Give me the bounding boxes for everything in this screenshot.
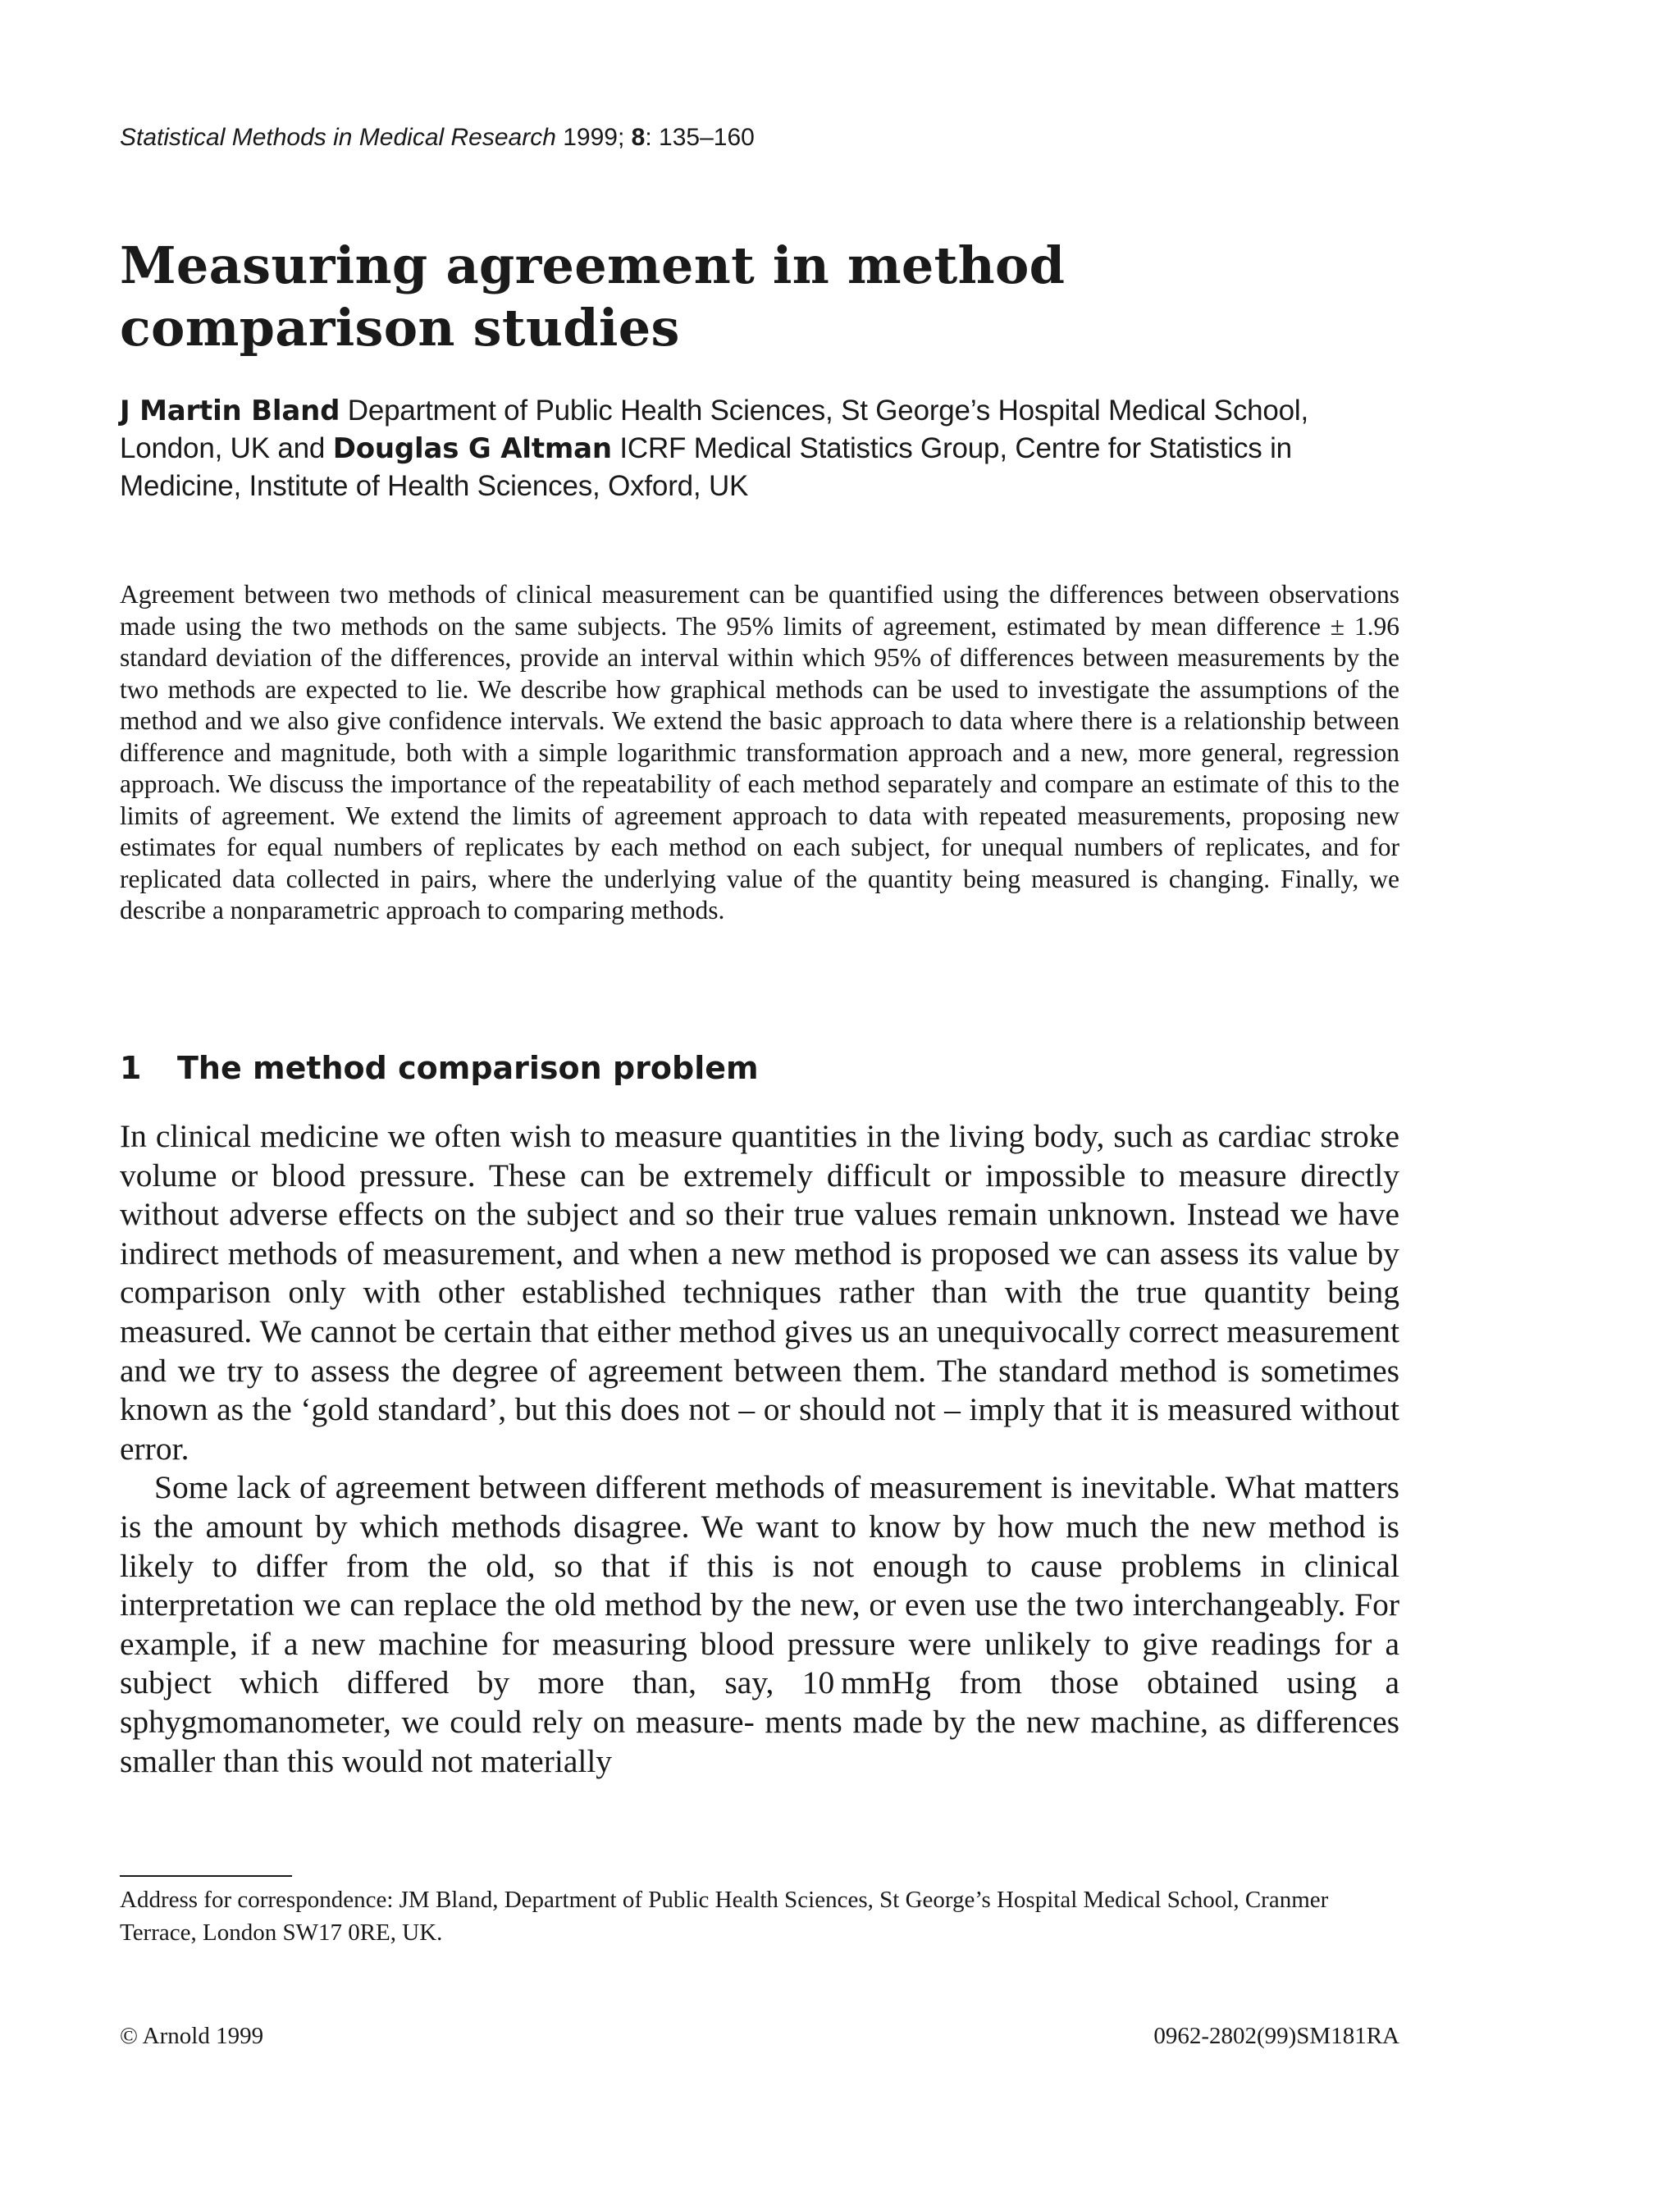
footnote-divider (120, 1875, 292, 1877)
author-2-name: Douglas G Altman (332, 432, 612, 465)
section-number: 1 (120, 1050, 142, 1086)
author-block (120, 392, 1416, 505)
section-title: The method comparison problem (177, 1050, 759, 1086)
section-body (120, 1117, 1399, 1781)
body-paragraph: Some lack of agreement between different methods of measurement is inevitable. What matters is the amount by which methods disagree. We want to know by how much the new method is likely to differ from the old, so that if this is not enough to cause problems in clinical interpretation we can replace the old method by the new, or even use the two interchangeably. For example, if a new machine for measuring blood pressure were unlikely to give readings for a subject which differed by more than, say, 10 mmHg from those obtained using a sphygmomanometer, we could rely on measure- ments made by the new machine, as differences smaller than this would not materially (120, 1469, 1399, 1779)
journal-volume: 8 (631, 124, 646, 151)
correspondence-footnote: Address for correspondence: JM Bland, Department of Public Health Sciences, St George’s Hospital Medical School, Cranmer Terrace, London SW17 0RE, UK. (120, 1887, 1329, 1946)
author-2-affiliation: ICRF Medical Statistics Group, Centre for Statistics in Medicine, Institute of Health Sciences, Oxford, UK (120, 432, 1292, 502)
document-code: 0962-2802(99)SM181RA (1153, 2023, 1399, 2049)
journal-name: Statistical Methods in Medical Research (120, 124, 556, 151)
journal-citation (120, 121, 755, 154)
abstract: Agreement between two methods of clinical measurement can be quantified using the differences between observations made using the two methods on the same subjects. The 95% limits of agreement, estimated by mean difference ± 1.96 standard deviation of the differences, provide an interval within which 95% of differences between measurements by the two methods are expected to lie. We describe how graphical methods can be used to investigate the assumptions of the method and we also give confidence intervals. We extend the basic approach to data where there is a relationship between difference and magnitude, both with a simple logarithmic transformation approach and a new, more general, regression approach. We discuss the importance of the repeatability of each method separately and compare an estimate of this to the limits of agreement. We extend the limits of agreement approach to data with repeated measurements, proposing new estimates for equal numbers of replicates by each method on each subject, for unequal numbers of replicates, and for replicated data collected in pairs, where the underlying value of the quantity being measured is changing. Finally, we describe a nonparametric approach to comparing methods. (120, 580, 1399, 924)
body-paragraph: In clinical medicine we often wish to measure quantities in the living body, such as cardiac stroke volume or blood pressure. These can be extremely difficult or impossible to measure directly without adverse effects on the subject and so their true values remain unknown. Instead we have indirect methods of measurement, and when a new method is proposed we can assess its value by comparison only with other established techniques rather than with the true quantity being measured. We cannot be certain that either method gives us an unequivocally correct measurement and we try to assess the degree of agreement between them. The standard method is sometimes known as the ‘gold standard’, but this does not – or should not – imply that it is measured without error. (120, 1118, 1399, 1467)
copyright-notice: © Arnold 1999 (120, 2023, 264, 2049)
journal-pages: : 135–160 (645, 124, 755, 151)
section-heading (120, 1048, 759, 1088)
article-title: Measuring agreement in method comparison studies (120, 235, 1066, 358)
author-1-name: J Martin Bland (120, 395, 340, 427)
journal-year: 1999; (563, 124, 625, 151)
author-1-affiliation: Department of Public Health Sciences, St George’s Hospital Medical School, London, UK and (120, 395, 1309, 464)
